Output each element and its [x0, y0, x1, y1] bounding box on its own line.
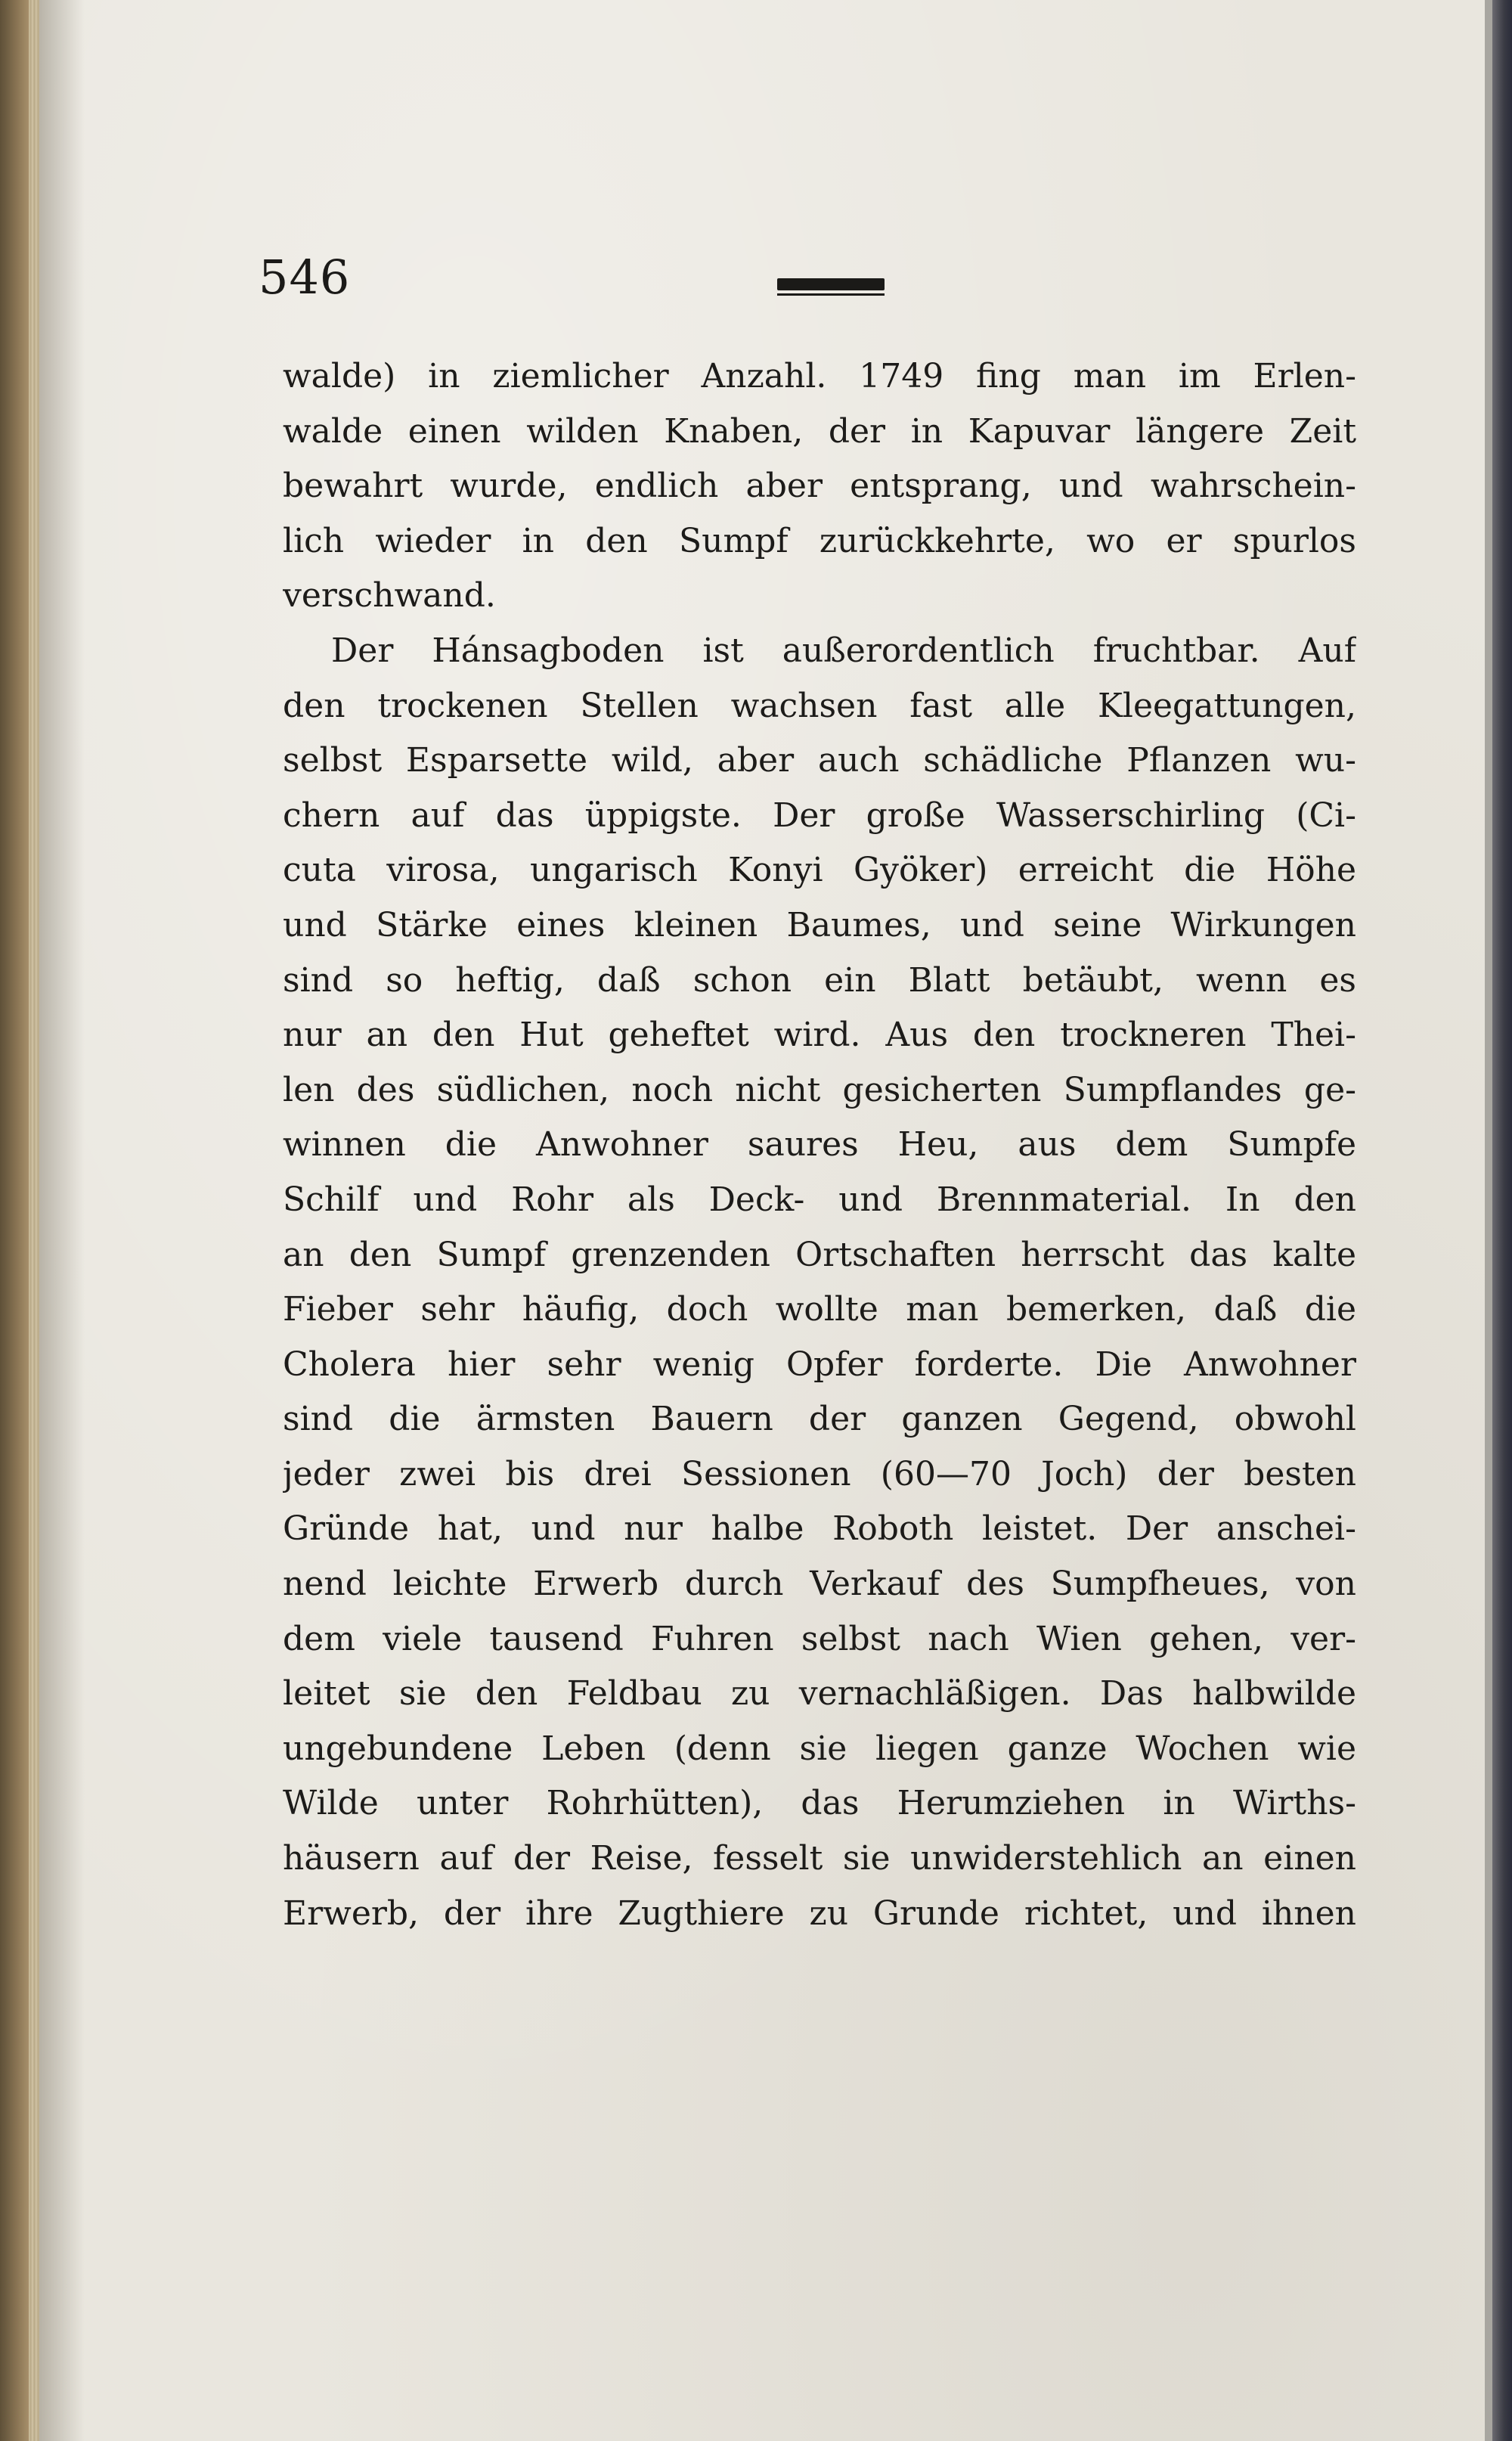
scanner-background-edge: [1492, 0, 1512, 2441]
text-line: Fieber sehr häufig, doch wollte man bemerken, daß die: [283, 1290, 1356, 1329]
text-line: dem viele tausend Fuhren selbst nach Wien gehen, ver-: [283, 1619, 1356, 1658]
page-number: 546: [259, 250, 351, 305]
text-line: walde) in ziemlicher Anzahl. 1749 fing man im Erlen-: [283, 357, 1356, 395]
text-line: leitet sie den Feldbau zu vernachläßigen. Das halbwilde: [283, 1674, 1356, 1714]
text-line: winnen die Anwohner saures Heu, aus dem Sumpfe: [283, 1125, 1356, 1165]
book-cover-edge: [0, 0, 29, 2441]
text-line: nend leichte Erwerb durch Verkauf des Sumpfheues, von: [283, 1565, 1356, 1604]
text-line: sind die ärmsten Bauern der ganzen Gegend, obwohl: [283, 1400, 1356, 1439]
text-line: Wilde unter Rohrhütten), das Herumziehen in Wirths-: [283, 1784, 1356, 1823]
text-line: walde einen wilden Knaben, der in Kapuvar längere Zeit: [283, 411, 1356, 451]
body-text: [283, 349, 1356, 1941]
text-line: Cholera hier sehr wenig Opfer forderte. Die Anwohner: [283, 1345, 1356, 1384]
text-line: Gründe hat, und nur halbe Roboth leistet. Der anschei-: [283, 1509, 1356, 1549]
text-line: häusern auf der Reise, fesselt sie unwiderstehlich an einen: [283, 1839, 1356, 1878]
scanner-frame-edge: [1485, 0, 1492, 2441]
text-line: lich wieder in den Sumpf zurückkehrte, wo er spurlos: [283, 521, 1356, 560]
header-rule: [777, 278, 885, 290]
text-line: bewahrt wurde, endlich aber entsprang, und wahrschein-: [283, 467, 1356, 506]
text-line: jeder zwei bis drei Sessionen (60—70 Joch) der besten: [283, 1454, 1356, 1493]
text-line: sind so heftig, daß schon ein Blatt betäubt, wenn es: [283, 960, 1356, 1000]
page-header: [240, 242, 1352, 318]
text-line: ungebundene Leben (denn sie liegen ganze Wochen wie: [283, 1729, 1356, 1768]
text-line: Schilf und Rohr als Deck- und Brennmaterial. In den: [283, 1180, 1356, 1219]
text-line: an den Sumpf grenzenden Ortschaften herrscht das kalte: [283, 1235, 1356, 1274]
text-line: Erwerb, der ihre Zugthiere zu Grunde richtet, und ihnen: [283, 1894, 1356, 1933]
text-line: verschwand.: [283, 576, 496, 616]
text-line: den trockenen Stellen wachsen fast alle Kleegattungen,: [283, 686, 1356, 725]
page-stack-edge: [29, 0, 39, 2441]
text-line: nur an den Hut geheftet wird. Aus den trockneren Thei-: [283, 1016, 1356, 1055]
text-line: chern auf das üppigste. Der große Wasserschirling (Ci-: [283, 796, 1356, 835]
gutter-shadow: [39, 0, 85, 2441]
text-line: selbst Esparsette wild, aber auch schädliche Pflanzen wu-: [283, 741, 1356, 780]
text-line: len des südlichen, noch nicht gesicherten Sumpflandes ge-: [283, 1070, 1356, 1109]
text-line: cuta virosa, ungarisch Konyi Gyöker) erreicht die Höhe: [283, 851, 1356, 890]
paragraph-start-line: Der Hánsagboden ist außerordentlich fruchtbar. Auf: [331, 631, 1356, 670]
text-line: und Stärke eines kleinen Baumes, und seine Wirkungen: [283, 905, 1356, 944]
